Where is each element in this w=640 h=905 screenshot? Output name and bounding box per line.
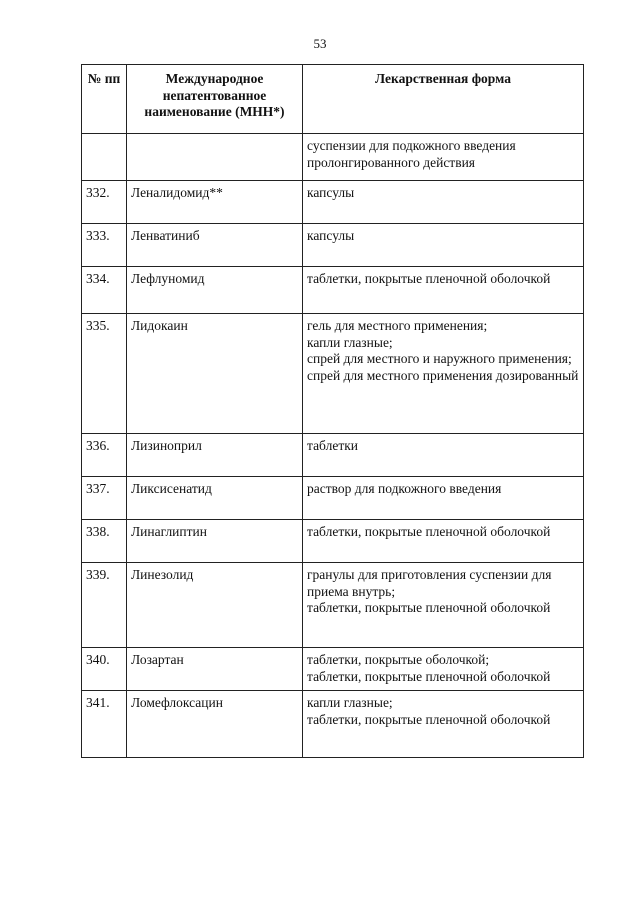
row-inn-name: Линезолид bbox=[127, 563, 303, 648]
dosage-form-line: гель для местного применения; bbox=[307, 318, 488, 333]
header-dosage-form: Лекарственная форма bbox=[303, 65, 584, 134]
row-inn-name bbox=[127, 134, 303, 181]
dosage-form-line: таблетки, покрытые пленочной оболочкой bbox=[307, 271, 551, 286]
dosage-form-line: таблетки, покрытые пленочной оболочкой bbox=[307, 711, 551, 727]
row-inn-name: Линаглиптин bbox=[127, 520, 303, 563]
dosage-form-line: капли глазные; bbox=[307, 695, 393, 710]
dosage-form-line: спрей для местного применения дозированный bbox=[307, 367, 579, 383]
dosage-form-line: таблетки, покрытые пленочной оболочкой bbox=[307, 600, 551, 615]
row-number bbox=[82, 134, 127, 181]
row-number: 335. bbox=[82, 314, 127, 434]
row-inn-name: Леналидомид** bbox=[127, 181, 303, 224]
row-number: 336. bbox=[82, 434, 127, 477]
table-row bbox=[82, 648, 584, 691]
row-inn-name: Лизиноприл bbox=[127, 434, 303, 477]
dosage-form-line: капсулы bbox=[307, 185, 355, 200]
row-dosage-form bbox=[303, 224, 584, 267]
row-inn-name: Лидокаин bbox=[127, 314, 303, 434]
row-dosage-form bbox=[303, 691, 584, 758]
row-number: 334. bbox=[82, 267, 127, 314]
row-number: 338. bbox=[82, 520, 127, 563]
row-inn-name: Ликсисенатид bbox=[127, 477, 303, 520]
table-row bbox=[82, 477, 584, 520]
dosage-form-line: таблетки, покрытые пленочной оболочкой bbox=[307, 668, 551, 684]
row-dosage-form bbox=[303, 314, 584, 434]
row-dosage-form bbox=[303, 520, 584, 563]
table-row bbox=[82, 181, 584, 224]
dosage-form-line: таблетки, покрытые пленочной оболочкой bbox=[307, 524, 551, 539]
row-dosage-form bbox=[303, 134, 584, 181]
drug-table bbox=[81, 64, 584, 758]
row-dosage-form bbox=[303, 434, 584, 477]
row-inn-name: Ленватиниб bbox=[127, 224, 303, 267]
row-number: 339. bbox=[82, 563, 127, 648]
table-body bbox=[82, 134, 584, 758]
row-number: 341. bbox=[82, 691, 127, 758]
dosage-form-line: спрей для местного и наружного применения; bbox=[307, 351, 572, 366]
dosage-form-line: суспензии для подкожного введения пролонгированного действия bbox=[307, 138, 516, 170]
row-dosage-form bbox=[303, 181, 584, 224]
row-dosage-form bbox=[303, 267, 584, 314]
header-number: № пп bbox=[82, 65, 127, 134]
dosage-form-line: таблетки bbox=[307, 438, 359, 453]
row-dosage-form bbox=[303, 648, 584, 691]
page-number: 53 bbox=[313, 36, 327, 51]
table-row bbox=[82, 563, 584, 648]
row-number: 340. bbox=[82, 648, 127, 691]
dosage-form-line: капли глазные; bbox=[307, 334, 393, 350]
table-row bbox=[82, 314, 584, 434]
table-row bbox=[82, 224, 584, 267]
dosage-form-line: раствор для подкожного введения bbox=[307, 481, 502, 496]
table-header-row bbox=[82, 65, 584, 134]
row-number: 337. bbox=[82, 477, 127, 520]
row-number: 332. bbox=[82, 181, 127, 224]
header-inn: Международное непатентованное наименование (МНН*) bbox=[127, 65, 303, 134]
dosage-form-line: гранулы для приготовления суспензии для приема внутрь; bbox=[307, 567, 552, 599]
dosage-form-line: капсулы bbox=[307, 228, 355, 243]
dosage-form-line: таблетки, покрытые оболочкой; bbox=[307, 652, 490, 667]
table-row bbox=[82, 434, 584, 477]
row-dosage-form bbox=[303, 477, 584, 520]
table-row bbox=[82, 520, 584, 563]
table-row bbox=[82, 691, 584, 758]
row-inn-name: Лефлуномид bbox=[127, 267, 303, 314]
row-inn-name: Ломефлоксацин bbox=[127, 691, 303, 758]
row-inn-name: Лозартан bbox=[127, 648, 303, 691]
table-row bbox=[82, 134, 584, 181]
table-row bbox=[82, 267, 584, 314]
row-dosage-form bbox=[303, 563, 584, 648]
row-number: 333. bbox=[82, 224, 127, 267]
